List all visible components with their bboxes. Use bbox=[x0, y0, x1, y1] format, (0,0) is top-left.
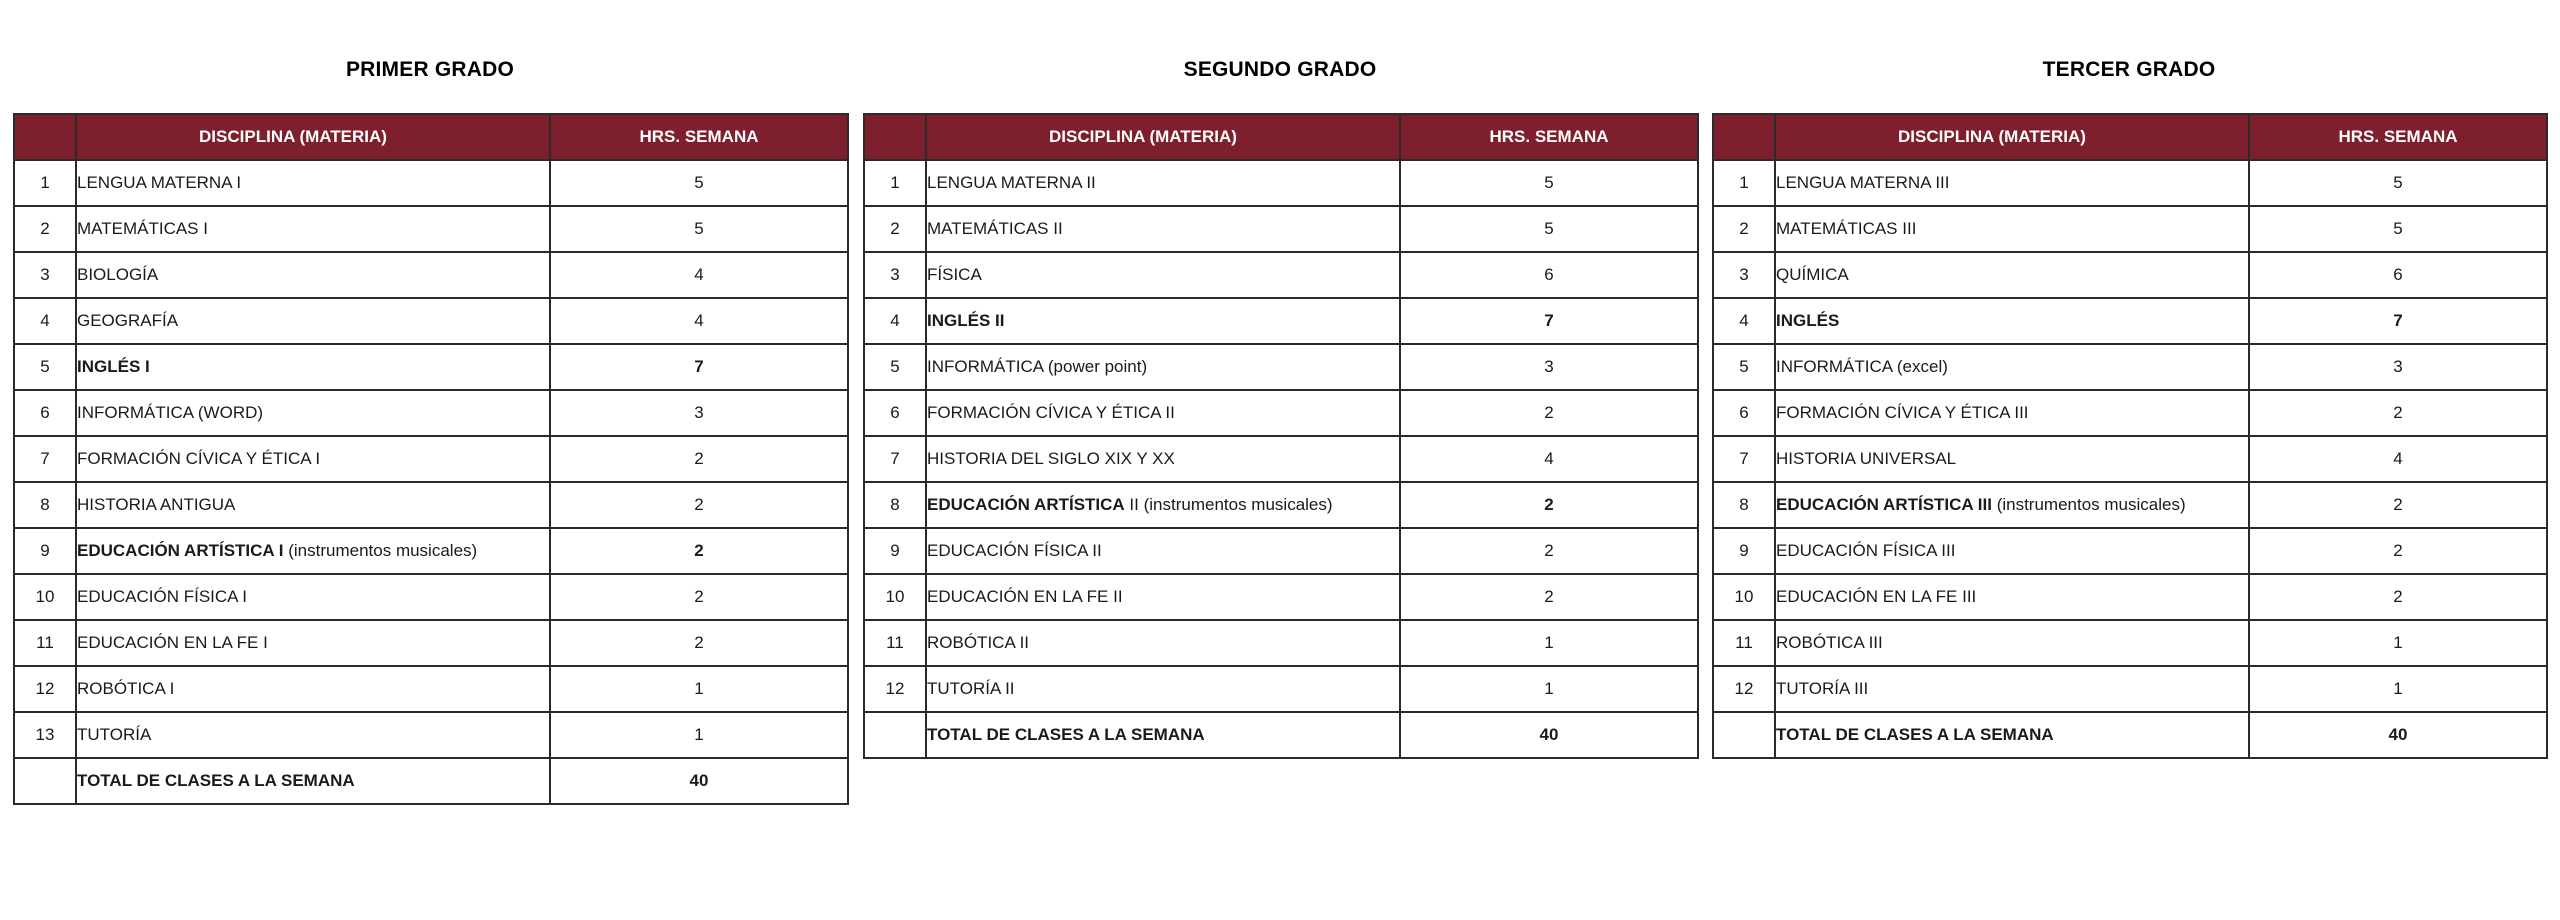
grade-title: PRIMER GRADO bbox=[345, 58, 515, 81]
table-row bbox=[1713, 436, 2547, 482]
subject-cell bbox=[926, 390, 1400, 436]
row-number: 9 bbox=[864, 528, 926, 574]
row-number: 2 bbox=[14, 206, 76, 252]
subject-cell bbox=[76, 344, 550, 390]
hours-cell: 3 bbox=[550, 390, 848, 436]
table-row bbox=[864, 666, 1698, 712]
subject-name: MATEMÁTICAS I bbox=[77, 219, 208, 238]
table-row bbox=[1713, 528, 2547, 574]
row-number: 1 bbox=[1713, 160, 1775, 206]
row-number: 7 bbox=[14, 436, 76, 482]
row-number: 3 bbox=[864, 252, 926, 298]
hours-cell: 2 bbox=[550, 482, 848, 528]
subject-name: EDUCACIÓN FÍSICA I bbox=[77, 587, 248, 606]
table-row bbox=[1713, 160, 2547, 206]
subject-name: MATEMÁTICAS II bbox=[927, 219, 1063, 238]
total-value: 40 bbox=[1400, 712, 1698, 758]
table-row bbox=[864, 482, 1698, 528]
subject-cell bbox=[76, 574, 550, 620]
hours-cell: 7 bbox=[1400, 298, 1698, 344]
subject-cell bbox=[1775, 298, 2249, 344]
row-number: 3 bbox=[14, 252, 76, 298]
subject-cell bbox=[1775, 482, 2249, 528]
subject-name: EDUCACIÓN ARTÍSTICA III bbox=[1776, 495, 1992, 514]
hours-cell: 2 bbox=[2249, 574, 2547, 620]
subject-cell bbox=[1775, 390, 2249, 436]
subject-name: INFORMÁTICA (power point) bbox=[927, 357, 1148, 376]
table-row bbox=[1713, 252, 2547, 298]
hours-cell: 2 bbox=[2249, 390, 2547, 436]
subject-cell bbox=[926, 436, 1400, 482]
hours-cell: 2 bbox=[550, 528, 848, 574]
hours-cell: 4 bbox=[1400, 436, 1698, 482]
header-discipline: DISCIPLINA (MATERIA) bbox=[926, 114, 1400, 160]
row-number: 4 bbox=[864, 298, 926, 344]
row-number: 12 bbox=[864, 666, 926, 712]
hours-cell: 7 bbox=[2249, 298, 2547, 344]
table-row bbox=[864, 252, 1698, 298]
total-row bbox=[1713, 712, 2547, 758]
row-number: 13 bbox=[14, 712, 76, 758]
header-discipline: DISCIPLINA (MATERIA) bbox=[76, 114, 550, 160]
subject-name: EDUCACIÓN FÍSICA III bbox=[1776, 541, 1956, 560]
table-row bbox=[14, 436, 848, 482]
subject-name: ROBÓTICA II bbox=[927, 633, 1030, 652]
table-row bbox=[1713, 298, 2547, 344]
hours-cell: 2 bbox=[550, 436, 848, 482]
table-row bbox=[14, 206, 848, 252]
header-number bbox=[864, 114, 926, 160]
subjects-table bbox=[13, 113, 849, 805]
table-row bbox=[14, 620, 848, 666]
subject-cell bbox=[76, 298, 550, 344]
hours-cell: 5 bbox=[2249, 206, 2547, 252]
row-number: 2 bbox=[1713, 206, 1775, 252]
table-row bbox=[1713, 574, 2547, 620]
subject-name: MATEMÁTICAS III bbox=[1776, 219, 1917, 238]
subject-note: (instrumentos musicales) bbox=[1991, 495, 2186, 514]
row-number: 9 bbox=[14, 528, 76, 574]
hours-cell: 1 bbox=[2249, 620, 2547, 666]
subject-name: HISTORIA UNIVERSAL bbox=[1776, 449, 1957, 468]
subject-cell bbox=[76, 206, 550, 252]
total-row bbox=[14, 758, 848, 804]
row-number: 11 bbox=[864, 620, 926, 666]
total-number-blank bbox=[14, 758, 76, 804]
subject-cell bbox=[76, 712, 550, 758]
subject-cell bbox=[1775, 436, 2249, 482]
subject-name: QUÍMICA bbox=[1776, 265, 1849, 284]
hours-cell: 5 bbox=[1400, 160, 1698, 206]
table-row bbox=[14, 252, 848, 298]
total-row bbox=[864, 712, 1698, 758]
total-label: TOTAL DE CLASES A LA SEMANA bbox=[926, 712, 1400, 758]
hours-cell: 1 bbox=[1400, 620, 1698, 666]
hours-cell: 7 bbox=[550, 344, 848, 390]
table-row bbox=[14, 390, 848, 436]
hours-cell: 3 bbox=[2249, 344, 2547, 390]
row-number: 10 bbox=[864, 574, 926, 620]
table-row bbox=[864, 620, 1698, 666]
subject-cell bbox=[926, 160, 1400, 206]
subject-name: TUTORÍA II bbox=[927, 679, 1015, 698]
hours-cell: 2 bbox=[2249, 528, 2547, 574]
subject-name: TUTORÍA III bbox=[1776, 679, 1869, 698]
table-row bbox=[1713, 206, 2547, 252]
subject-name: INGLÉS bbox=[1776, 311, 1840, 330]
row-number: 7 bbox=[1713, 436, 1775, 482]
subject-note: (instrumentos musicales) bbox=[283, 541, 478, 560]
subject-name: EDUCACIÓN EN LA FE I bbox=[77, 633, 268, 652]
row-number: 9 bbox=[1713, 528, 1775, 574]
subject-cell bbox=[926, 528, 1400, 574]
row-number: 12 bbox=[1713, 666, 1775, 712]
row-number: 4 bbox=[1713, 298, 1775, 344]
table-row bbox=[864, 528, 1698, 574]
subject-name: BIOLOGÍA bbox=[77, 265, 159, 284]
subject-cell bbox=[1775, 620, 2249, 666]
row-number: 8 bbox=[1713, 482, 1775, 528]
row-number: 6 bbox=[1713, 390, 1775, 436]
hours-cell: 4 bbox=[550, 298, 848, 344]
hours-cell: 4 bbox=[550, 252, 848, 298]
hours-cell: 5 bbox=[2249, 160, 2547, 206]
subject-name: TUTORÍA bbox=[77, 725, 152, 744]
subject-name: EDUCACIÓN EN LA FE III bbox=[1776, 587, 1977, 606]
row-number: 6 bbox=[864, 390, 926, 436]
table-row bbox=[14, 574, 848, 620]
subject-cell bbox=[76, 620, 550, 666]
row-number: 5 bbox=[14, 344, 76, 390]
subject-cell bbox=[76, 666, 550, 712]
hours-cell: 5 bbox=[1400, 206, 1698, 252]
header-discipline: DISCIPLINA (MATERIA) bbox=[1775, 114, 2249, 160]
subject-cell bbox=[76, 252, 550, 298]
subject-name: ROBÓTICA III bbox=[1776, 633, 1883, 652]
subject-cell bbox=[76, 160, 550, 206]
hours-cell: 6 bbox=[1400, 252, 1698, 298]
subject-name: EDUCACIÓN ARTÍSTICA bbox=[927, 495, 1125, 514]
subject-cell bbox=[1775, 252, 2249, 298]
row-number: 10 bbox=[1713, 574, 1775, 620]
total-number-blank bbox=[864, 712, 926, 758]
row-number: 11 bbox=[14, 620, 76, 666]
row-number: 7 bbox=[864, 436, 926, 482]
table-row bbox=[1713, 620, 2547, 666]
hours-cell: 2 bbox=[1400, 390, 1698, 436]
subject-name: FORMACIÓN CÍVICA Y ÉTICA I bbox=[77, 449, 321, 468]
table-header-row bbox=[864, 114, 1698, 160]
table-row bbox=[14, 482, 848, 528]
header-hours: HRS. SEMANA bbox=[550, 114, 848, 160]
table-row bbox=[14, 298, 848, 344]
total-number-blank bbox=[1713, 712, 1775, 758]
subject-name: ROBÓTICA I bbox=[77, 679, 175, 698]
row-number: 10 bbox=[14, 574, 76, 620]
subject-cell bbox=[1775, 666, 2249, 712]
subject-name: HISTORIA ANTIGUA bbox=[77, 495, 236, 514]
total-value: 40 bbox=[2249, 712, 2547, 758]
table-row bbox=[14, 712, 848, 758]
table-row bbox=[864, 298, 1698, 344]
row-number: 8 bbox=[864, 482, 926, 528]
table-row bbox=[14, 528, 848, 574]
subject-cell bbox=[1775, 160, 2249, 206]
subject-cell bbox=[926, 574, 1400, 620]
subject-cell bbox=[1775, 344, 2249, 390]
table-row bbox=[864, 160, 1698, 206]
hours-cell: 4 bbox=[2249, 436, 2547, 482]
subject-cell bbox=[926, 620, 1400, 666]
table-row bbox=[864, 390, 1698, 436]
table-row bbox=[864, 436, 1698, 482]
subject-name: INFORMÁTICA (WORD) bbox=[77, 403, 264, 422]
subject-name: EDUCACIÓN EN LA FE II bbox=[927, 587, 1123, 606]
hours-cell: 2 bbox=[1400, 482, 1698, 528]
header-number bbox=[1713, 114, 1775, 160]
subjects-table bbox=[863, 113, 1699, 759]
subject-cell bbox=[76, 482, 550, 528]
subject-cell bbox=[1775, 528, 2249, 574]
subject-cell bbox=[76, 436, 550, 482]
row-number: 5 bbox=[864, 344, 926, 390]
subject-name: EDUCACIÓN ARTÍSTICA I bbox=[77, 541, 284, 560]
subject-name: LENGUA MATERNA II bbox=[927, 173, 1096, 192]
hours-cell: 2 bbox=[550, 574, 848, 620]
total-label: TOTAL DE CLASES A LA SEMANA bbox=[1775, 712, 2249, 758]
subject-cell bbox=[926, 482, 1400, 528]
grade-title: TERCER GRADO bbox=[2042, 58, 2216, 81]
subject-note: II (instrumentos musicales) bbox=[1124, 495, 1333, 514]
table-row bbox=[1713, 390, 2547, 436]
table-header-row bbox=[14, 114, 848, 160]
subjects-table bbox=[1712, 113, 2548, 759]
hours-cell: 1 bbox=[550, 666, 848, 712]
table-row bbox=[14, 666, 848, 712]
subject-name: LENGUA MATERNA III bbox=[1776, 173, 1950, 192]
row-number: 2 bbox=[864, 206, 926, 252]
subject-name: FORMACIÓN CÍVICA Y ÉTICA II bbox=[927, 403, 1175, 422]
subject-name: HISTORIA DEL SIGLO XIX Y XX bbox=[927, 449, 1175, 468]
subject-cell bbox=[926, 344, 1400, 390]
subject-cell bbox=[926, 298, 1400, 344]
table-row bbox=[1713, 344, 2547, 390]
row-number: 6 bbox=[14, 390, 76, 436]
subject-cell bbox=[1775, 574, 2249, 620]
subject-name: LENGUA MATERNA I bbox=[77, 173, 242, 192]
row-number: 12 bbox=[14, 666, 76, 712]
table-row bbox=[864, 206, 1698, 252]
header-hours: HRS. SEMANA bbox=[2249, 114, 2547, 160]
hours-cell: 2 bbox=[550, 620, 848, 666]
subject-cell bbox=[76, 528, 550, 574]
subject-cell bbox=[1775, 206, 2249, 252]
row-number: 1 bbox=[864, 160, 926, 206]
table-row bbox=[14, 344, 848, 390]
hours-cell: 2 bbox=[2249, 482, 2547, 528]
table-row bbox=[864, 574, 1698, 620]
row-number: 5 bbox=[1713, 344, 1775, 390]
total-value: 40 bbox=[550, 758, 848, 804]
subject-name: EDUCACIÓN FÍSICA II bbox=[927, 541, 1102, 560]
hours-cell: 1 bbox=[550, 712, 848, 758]
hours-cell: 5 bbox=[550, 160, 848, 206]
hours-cell: 1 bbox=[1400, 666, 1698, 712]
subject-name: INGLÉS I bbox=[77, 357, 150, 376]
table-row bbox=[14, 160, 848, 206]
hours-cell: 2 bbox=[1400, 574, 1698, 620]
hours-cell: 5 bbox=[550, 206, 848, 252]
table-row bbox=[864, 344, 1698, 390]
hours-cell: 3 bbox=[1400, 344, 1698, 390]
subject-name: FÍSICA bbox=[927, 265, 982, 284]
row-number: 3 bbox=[1713, 252, 1775, 298]
subject-cell bbox=[76, 390, 550, 436]
hours-cell: 1 bbox=[2249, 666, 2547, 712]
hours-cell: 6 bbox=[2249, 252, 2547, 298]
subject-name: INFORMÁTICA (excel) bbox=[1776, 357, 1948, 376]
table-row bbox=[1713, 666, 2547, 712]
row-number: 4 bbox=[14, 298, 76, 344]
hours-cell: 2 bbox=[1400, 528, 1698, 574]
subject-cell bbox=[926, 252, 1400, 298]
row-number: 1 bbox=[14, 160, 76, 206]
header-hours: HRS. SEMANA bbox=[1400, 114, 1698, 160]
total-label: TOTAL DE CLASES A LA SEMANA bbox=[76, 758, 550, 804]
table-row bbox=[1713, 482, 2547, 528]
subject-name: GEOGRAFÍA bbox=[77, 311, 179, 330]
subject-name: INGLÉS II bbox=[927, 311, 1005, 330]
row-number: 11 bbox=[1713, 620, 1775, 666]
subject-name: FORMACIÓN CÍVICA Y ÉTICA III bbox=[1776, 403, 2029, 422]
subject-cell bbox=[926, 206, 1400, 252]
subject-cell bbox=[926, 666, 1400, 712]
header-number bbox=[14, 114, 76, 160]
grade-title: SEGUNDO GRADO bbox=[1183, 58, 1377, 81]
table-header-row bbox=[1713, 114, 2547, 160]
row-number: 8 bbox=[14, 482, 76, 528]
